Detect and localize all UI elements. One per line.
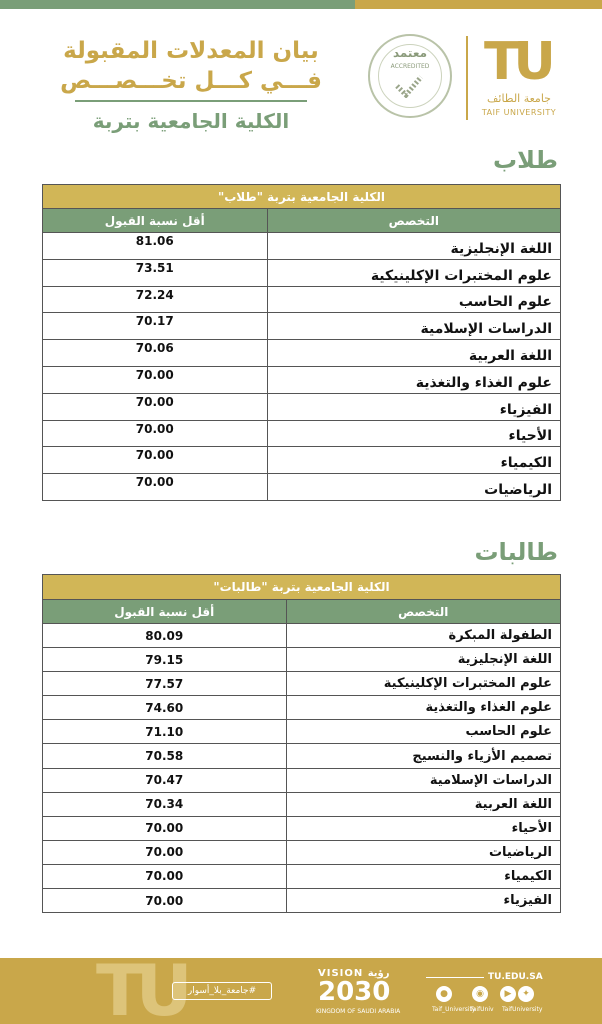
twitter-icon[interactable]: ✦ [518, 986, 534, 1002]
major-cell: الكيمياء [267, 447, 560, 474]
hashtag-badge: #جامعة_بلا_أسوار [172, 982, 272, 1000]
major-cell: تصميم الأزياء والنسيج [286, 744, 561, 768]
score-cell: 80.09 [43, 624, 287, 648]
table-row [43, 672, 561, 696]
table-row [43, 420, 561, 447]
title-rule [75, 100, 307, 102]
vision-label: VISION رؤية [318, 968, 390, 979]
table-row [43, 816, 561, 840]
female-section-title: طالبات [474, 538, 558, 566]
footer-bar [0, 958, 602, 1024]
website-link[interactable]: TU.EDU.SA [488, 972, 543, 982]
major-cell: اللغة الإنجليزية [286, 648, 561, 672]
table-row [43, 259, 561, 286]
youtube-icon[interactable]: ▶ [500, 986, 516, 1002]
score-cell: 70.00 [43, 474, 268, 501]
major-cell: علوم الغذاء والتغذية [267, 366, 560, 393]
table-row [43, 340, 561, 367]
handle-snapchat: Taif_University [432, 1006, 476, 1013]
table-row [43, 624, 561, 648]
major-cell: علوم المختبرات الإكلينيكية [267, 259, 560, 286]
accreditation-seal [368, 34, 452, 118]
score-cell: 70.00 [43, 420, 268, 447]
page-header [60, 36, 322, 134]
col-header-min-score: أقل نسبة القبول [43, 209, 268, 233]
major-cell: علوم الغذاء والتغذية [286, 696, 561, 720]
score-cell: 70.00 [43, 816, 287, 840]
male-section-title: طلاب [493, 146, 558, 174]
table-row [43, 744, 561, 768]
score-cell: 79.15 [43, 648, 287, 672]
table-row [43, 286, 561, 313]
major-cell: علوم الحاسب [286, 720, 561, 744]
logo-divider [466, 36, 468, 120]
snapchat-icon[interactable]: ● [436, 986, 452, 1002]
check-mark-icon [394, 74, 424, 98]
major-cell: اللغة العربية [267, 340, 560, 367]
score-cell: 70.00 [43, 889, 287, 913]
url-rule [426, 977, 484, 978]
col-header-min-score: أقل نسبة القبول [43, 600, 287, 624]
top-bar-gold [355, 0, 602, 9]
major-cell: علوم الحاسب [267, 286, 560, 313]
table-row [43, 447, 561, 474]
major-cell: اللغة العربية [286, 792, 561, 816]
major-cell: الأحياء [286, 816, 561, 840]
table-row [43, 648, 561, 672]
major-cell: الأحياء [267, 420, 560, 447]
col-header-major: التخصص [286, 600, 561, 624]
score-cell: 70.58 [43, 744, 287, 768]
vision-2030-logo: 2030 [318, 977, 391, 1007]
taif-university-logo [478, 34, 560, 120]
female-grades-table [42, 574, 561, 913]
table-row [43, 792, 561, 816]
major-cell: الدراسات الإسلامية [267, 313, 560, 340]
male-table-caption: الكلية الجامعية بتربة "طلاب" [43, 185, 561, 209]
score-cell: 70.06 [43, 340, 268, 367]
table-row [43, 840, 561, 864]
university-name-ar: جامعة الطائف [487, 92, 551, 105]
major-cell: الفيزياء [286, 889, 561, 913]
accreditation-label-ar: معتمد [392, 46, 428, 60]
university-name-en: TAIF UNIVERSITY [481, 108, 557, 117]
top-color-bar [0, 0, 602, 9]
score-cell: 70.00 [43, 366, 268, 393]
major-cell: الفيزياء [267, 393, 560, 420]
top-bar-green [0, 0, 355, 9]
score-cell: 70.00 [43, 864, 287, 888]
table-row [43, 696, 561, 720]
instagram-icon[interactable]: ◉ [472, 986, 488, 1002]
score-cell: 70.00 [43, 840, 287, 864]
score-cell: 70.47 [43, 768, 287, 792]
score-cell: 73.51 [43, 259, 268, 286]
table-row [43, 366, 561, 393]
table-row [43, 768, 561, 792]
score-cell: 72.24 [43, 286, 268, 313]
table-row [43, 889, 561, 913]
score-cell: 81.06 [43, 233, 268, 260]
table-row [43, 233, 561, 260]
handle-youtube-twitter: TaifUniversity [502, 1006, 543, 1013]
table-row [43, 864, 561, 888]
accreditation-label-en: ACCREDITED [390, 63, 430, 70]
major-cell: علوم المختبرات الإكلينيكية [286, 672, 561, 696]
score-cell: 70.34 [43, 792, 287, 816]
social-icons [436, 986, 576, 1004]
college-name: الكلية الجامعية بتربة [92, 109, 290, 133]
table-row [43, 393, 561, 420]
table-row [43, 474, 561, 501]
title-line-1: بيان المعدلات المقبولة [63, 38, 319, 64]
table-row [43, 720, 561, 744]
score-cell: 70.17 [43, 313, 268, 340]
score-cell: 71.10 [43, 720, 287, 744]
major-cell: الرياضيات [267, 474, 560, 501]
major-cell: اللغة الإنجليزية [267, 233, 560, 260]
score-cell: 74.60 [43, 696, 287, 720]
score-cell: 70.00 [43, 447, 268, 474]
title-line-2: فـــي كـــل تخـــصـــص [60, 68, 322, 94]
footer-tu-mark: TU [96, 958, 185, 1024]
table-row [43, 313, 561, 340]
female-table-caption: الكلية الجامعية بتربة "طالبات" [43, 575, 561, 600]
major-cell: الرياضيات [286, 840, 561, 864]
handle-instagram: TaifUniv [470, 1006, 494, 1013]
score-cell: 77.57 [43, 672, 287, 696]
male-grades-table [42, 184, 561, 501]
col-header-major: التخصص [267, 209, 560, 233]
tu-mark: TU [484, 32, 550, 92]
major-cell: الطفولة المبكرة [286, 624, 561, 648]
kingdom-label: KINGDOM OF SAUDI ARABIA [316, 1008, 401, 1015]
major-cell: الدراسات الإسلامية [286, 768, 561, 792]
major-cell: الكيمياء [286, 864, 561, 888]
score-cell: 70.00 [43, 393, 268, 420]
